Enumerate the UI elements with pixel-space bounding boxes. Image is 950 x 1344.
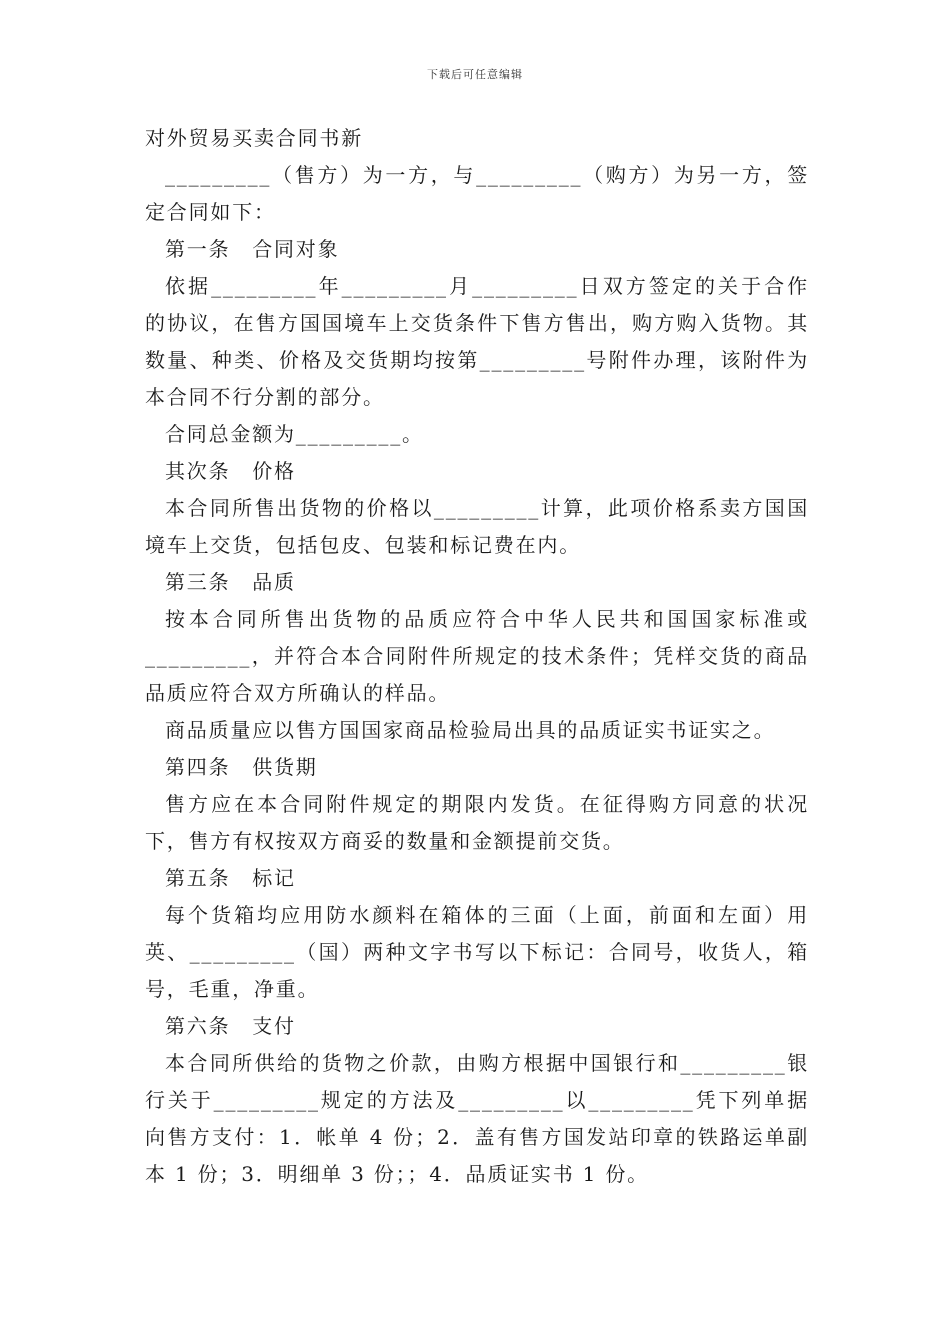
paragraph-total-amount: 合同总金额为_________。 bbox=[165, 422, 424, 446]
paragraph-payment: 本合同所供给的货物之价款，由购方根据中国银行和_________银行关于_________规定的方法及_________以_________凭下列单据向售方支付：1．帐单 4 份；2．盖有售方国发站印章的铁路运单副本 1 份；3．明细单 3 份；；4．品质证实书 1 份。 bbox=[145, 1051, 809, 1186]
heading-article-4: 第四条 供货期 bbox=[165, 755, 318, 779]
heading-article-3: 第三条 品质 bbox=[165, 570, 296, 594]
heading-article-6: 第六条 支付 bbox=[165, 1014, 296, 1038]
heading-article-5: 第五条 标记 bbox=[165, 866, 296, 890]
paragraph-parties: _________（售方）为一方，与_________（购方）为另一方，签定合同如下： bbox=[145, 163, 809, 224]
paragraph-delivery: 售方应在本合同附件规定的期限内发货。在征得购方同意的状况下，售方有权按双方商妥的数量和金额提前交货。 bbox=[145, 792, 809, 853]
paragraph-article-1-basis: 依据_________年_________月_________日双方签定的关于合作的协议，在售方国国境车上交货条件下售方售出，购方购入货物。其数量、种类、价格及交货期均按第_________号附件办理，该附件为本合同不行分割的部分。 bbox=[145, 274, 809, 409]
paragraph-marking: 每个货箱均应用防水颜料在箱体的三面（上面，前面和左面）用英、_________（国）两种文字书写以下标记：合同号，收货人，箱号，毛重，净重。 bbox=[145, 903, 809, 1001]
heading-article-1: 第一条 合同对象 bbox=[165, 237, 340, 261]
header-note: 下载后可任意编辑 bbox=[427, 68, 523, 81]
paragraph-quality-standard: 按本合同所售出货物的品质应符合中华人民共和国国家标准或_________，并符合本合同附件所规定的技术条件；凭样交货的商品品质应符合双方所确认的样品。 bbox=[145, 607, 809, 705]
document-title: 对外贸易买卖合同书新 bbox=[145, 126, 363, 150]
paragraph-price: 本合同所售出货物的价格以_________计算，此项价格系卖方国国境车上交货，包括包皮、包装和标记费在内。 bbox=[145, 496, 809, 557]
document-body bbox=[145, 120, 809, 1193]
paragraph-quality-certificate: 商品质量应以售方国国家商品检验局出具的品质证实书证实之。 bbox=[165, 718, 776, 742]
heading-article-2: 其次条 价格 bbox=[165, 459, 296, 483]
